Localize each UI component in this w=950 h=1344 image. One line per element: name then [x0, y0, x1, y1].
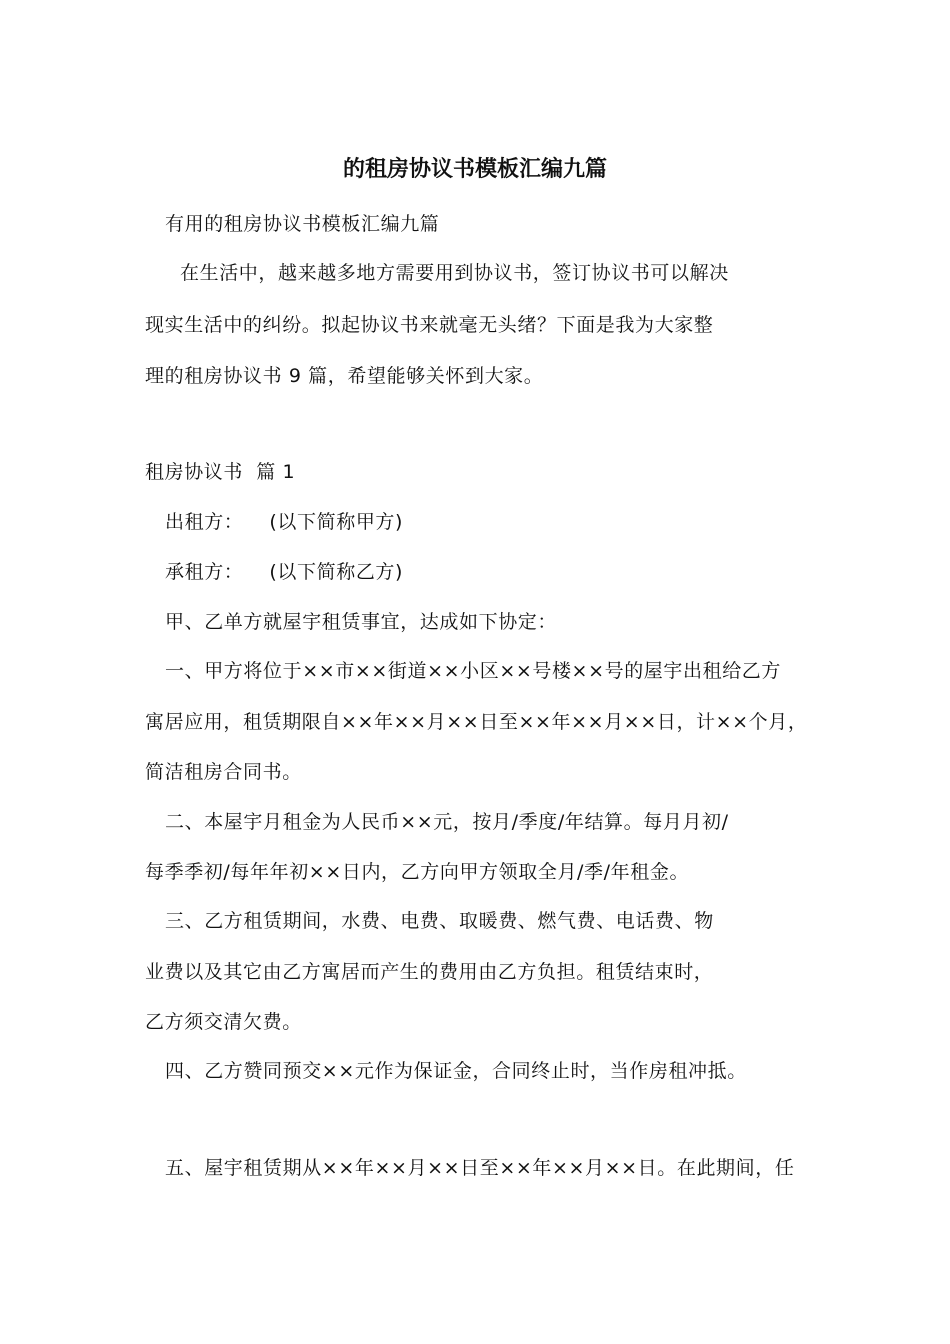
clause1-line-1: 一、甲方将位于××市××街道××小区××号楼××号的屋宇出租给乙方 [165, 660, 782, 682]
document-subtitle: 有用的租房协议书模板汇编九篇 [165, 213, 440, 235]
clause3-line-1: 三、乙方租赁期间，水费、电费、取暖费、燃气费、电话费、物 [165, 910, 714, 932]
clause4: 四、乙方赞同预交××元作为保证金，合同终止时，当作房租冲抵。 [165, 1060, 747, 1082]
clause5-line-1: 五、屋宇租赁期从××年××月××日至××年××月××日。在此期间，任 [165, 1157, 795, 1179]
lessee-row [165, 558, 403, 586]
section-heading: 租房协议书 篇 1 [145, 461, 296, 483]
document-title: 的租房协议书模板汇编九篇 [342, 157, 607, 182]
intro-line-3: 理的租房协议书 9 篇，希望能够关怀到大家。 [145, 365, 544, 387]
intro-line-1: 在生活中，越来越多地方需要用到协议书，签订协议书可以解决 [180, 262, 729, 284]
lessor-row [165, 508, 403, 536]
clause2-line-1: 二、本屋宇月租金为人民币××元，按月/季度/年结算。每月月初/ [165, 811, 729, 833]
clause2-line-2: 每季季初/每年年初××日内，乙方向甲方领取全月/季/年租金。 [145, 861, 690, 883]
lessor-label: 出租方： [165, 511, 244, 533]
clause1-line-3: 简洁租房合同书。 [145, 761, 302, 783]
clause1-line-2: 寓居应用，租赁期限自××年××月××日至××年××月××日，计××个月， [145, 711, 808, 733]
clause3-line-3: 乙方须交清欠费。 [145, 1011, 302, 1033]
clause3-line-2: 业费以及其它由乙方寓居而产生的费用由乙方负担。租赁结束时， [145, 961, 714, 983]
preamble: 甲、乙单方就屋宇租赁事宜，达成如下协定： [165, 611, 558, 633]
intro-line-2: 现实生活中的纠纷。拟起协议书来就毫无头绪？下面是我为大家整 [145, 314, 714, 336]
lessor-note: (以下简称甲方) [269, 511, 404, 533]
lessee-note: (以下简称乙方) [269, 561, 404, 583]
lessee-label: 承租方： [165, 561, 244, 583]
